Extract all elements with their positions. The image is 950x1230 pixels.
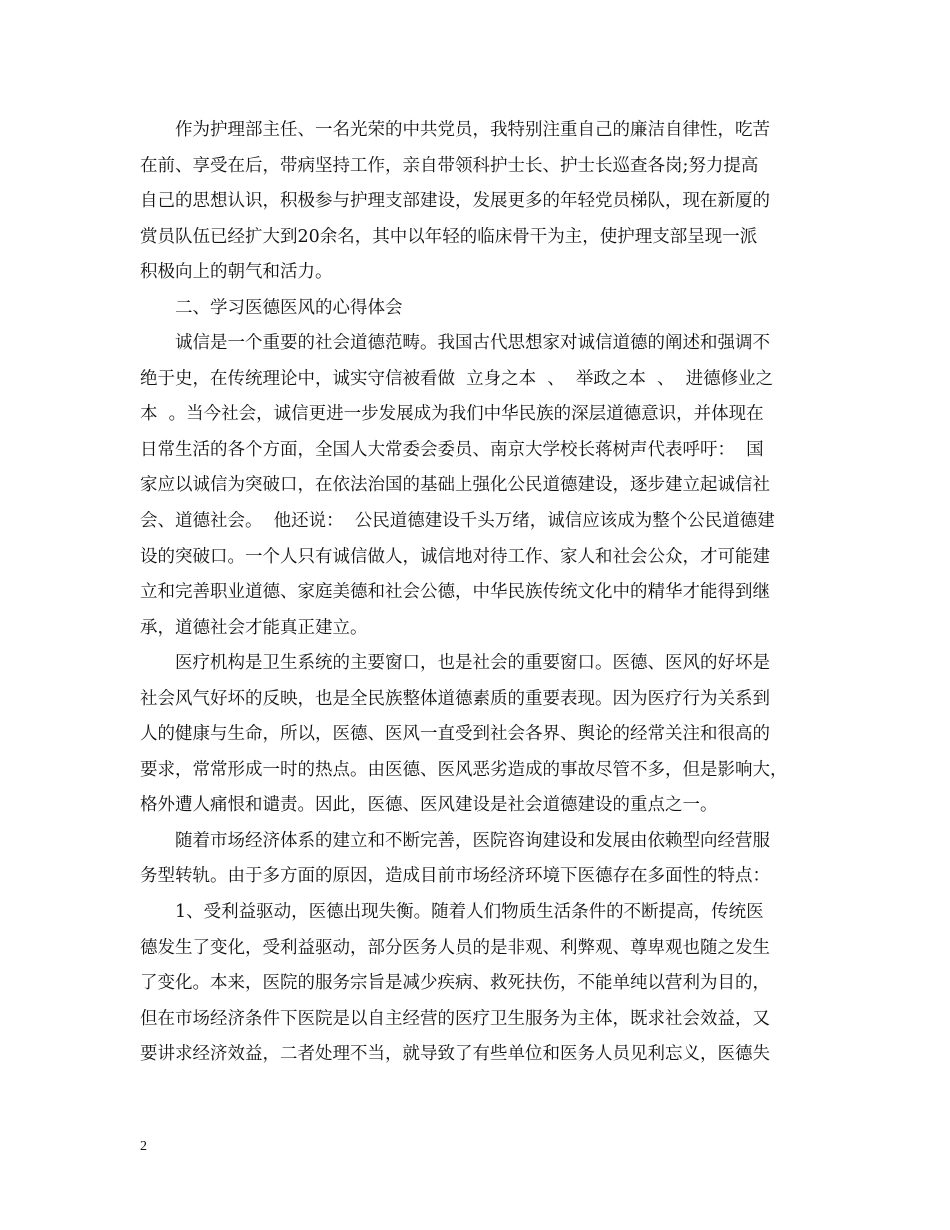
text-line: 诚信是一个重要的社会道德范畴。我国古代思想家对诚信道德的阐述和强调不	[140, 333, 770, 354]
text-line: 承，道德社会才能真正建立。	[140, 617, 368, 638]
text-line: 随着市场经济体系的建立和不断完善，医院咨询建设和发展由依赖型向经营服	[140, 830, 770, 851]
text-line: 务型转轨。由于多方面的原因，造成目前市场经济环境下医德存在多面性的特点：	[140, 866, 770, 887]
text-line: 要讲求经济效益，二者处理不当，就导致了有些单位和医务人员见利忘义，医德失	[140, 1044, 770, 1065]
text-line: 人的健康与生命，所以，医德、医风一直受到社会各界、舆论的经常关注和很高的	[140, 724, 770, 745]
text-line: 会、道德社会。 他还说： 公民道德建设千头万绪，诚信应该成为整个公民道德建	[140, 511, 775, 532]
text-line: 日常生活的各个方面，全国人大常委会委员、南京大学校长蒋树声代表呼吁： 国	[140, 439, 764, 460]
text-line: 设的突破口。一个人只有诚信做人，诚信地对待工作、家人和社会公众，才可能建	[140, 546, 770, 567]
text-line: 在前、享受在后，带病坚持工作，亲自带领科护士长、护士长巡查各岗;努力提高	[140, 155, 759, 176]
text-line: 二、学习医德医风的心得体会	[140, 297, 403, 318]
text-line: 本 。当今社会，诚信更进一步发展成为我们中华民族的深层道德意识，并体现在	[140, 404, 764, 425]
page-number: 2	[140, 1139, 147, 1154]
body-text	[140, 113, 812, 1073]
text-line: 作为护理部主任、一名光荣的中共党员，我特别注重自己的廉洁自律性，吃苦	[140, 120, 770, 140]
text-line: 但在市场经济条件下医院是以自主经营的医疗卫生服务为主体，既求社会效益，又	[140, 1008, 770, 1029]
text-line: 格外遭人痛恨和谴责。因此，医德、医风建设是社会道德建设的重点之一。	[140, 795, 718, 816]
text-line: 要求，常常形成一时的热点。由医德、医风恶劣造成的事故尽管不多，但是影响大，	[140, 759, 788, 780]
text-line: 德发生了变化，受利益驱动，部分医务人员的是非观、利弊观、尊卑观也随之发生	[140, 937, 770, 958]
text-line: 1、受利益驱动，医德出现失衡。随着人们物质生活条件的不断提高，传统医	[140, 902, 764, 923]
text-line: 积极向上的朝气和活力。	[140, 262, 333, 283]
text-line: 绝于史，在传统理论中，诚实守信被看做 立身之本 、 举政之本 、 进德修业之	[140, 368, 774, 389]
text-line: 家应以诚信为突破口，在依法治国的基础上强化公民道德建设，逐步建立起诚信社	[140, 475, 770, 496]
text-line: 社会风气好坏的反映，也是全民族整体道德素质的重要表现。因为医疗行为关系到	[140, 688, 770, 709]
text-line: 赏员队伍已经扩大到20余名，其中以年轻的临床骨干为主，使护理支部呈现一派	[140, 226, 758, 247]
text-line: 了变化。本来，医院的服务宗旨是减少疾病、救死扶伤，不能单纯以营利为目的，	[140, 973, 770, 994]
text-line: 立和完善职业道德、家庭美德和社会公德，中华民族传统文化中的精华才能得到继	[140, 582, 770, 603]
text-line: 医疗机构是卫生系统的主要窗口，也是社会的重要窗口。医德、医风的好坏是	[140, 653, 770, 674]
text-line: 自己的思想认识，积极参与护理支部建设，发展更多的年轻党员梯队，现在新厦的	[140, 191, 770, 212]
